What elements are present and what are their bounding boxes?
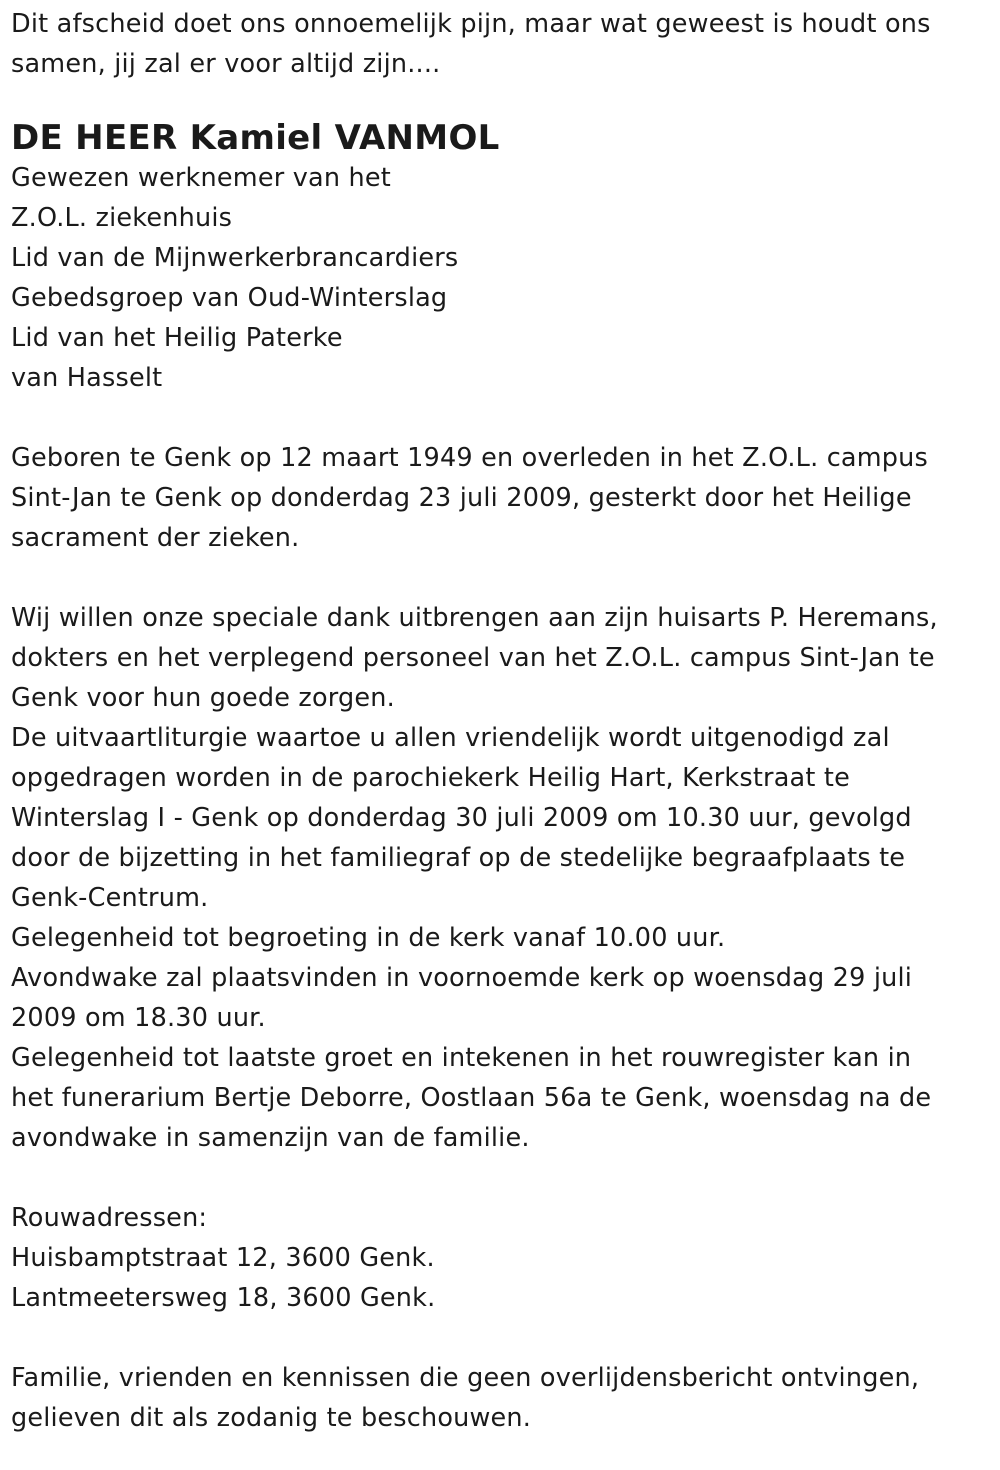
closing-paragraph bbox=[11, 1358, 986, 1438]
paragraph-line: Sint-Jan te Genk op donderdag 23 juli 2009, gesterkt door het Heilige bbox=[11, 483, 912, 513]
birth-death-paragraph bbox=[11, 438, 986, 558]
paragraph-line: Genk-Centrum. bbox=[11, 883, 209, 913]
mourning-addresses bbox=[11, 1198, 986, 1318]
paragraph-line: Genk voor hun goede zorgen. bbox=[11, 683, 395, 713]
spacer bbox=[11, 398, 986, 438]
paragraph-line: Geboren te Genk op 12 maart 1949 en overleden in het Z.O.L. campus bbox=[11, 443, 929, 473]
paragraph-line: Familie, vrienden en kennissen die geen overlijdensbericht ontvingen, bbox=[11, 1363, 920, 1393]
paragraph-line: opgedragen worden in de parochiekerk Heilig Hart, Kerkstraat te bbox=[11, 763, 850, 793]
addresses-heading: Rouwadressen: bbox=[11, 1203, 208, 1233]
intro-line: Dit afscheid doet ons onnoemelijk pijn, maar wat geweest is houdt ons bbox=[11, 9, 931, 39]
spacer bbox=[11, 558, 986, 598]
paragraph-line: Avondwake zal plaatsvinden in voornoemde kerk op woensdag 29 juli bbox=[11, 963, 913, 993]
paragraph-line: gelieven dit als zodanig te beschouwen. bbox=[11, 1403, 532, 1433]
intro-line: samen, jij zal er voor altijd zijn.... bbox=[11, 49, 441, 79]
paragraph-line: het funerarium Bertje Deborre, Oostlaan 56a te Genk, woensdag na de bbox=[11, 1083, 932, 1113]
deceased-name: DE HEER Kamiel VANMOL bbox=[11, 118, 500, 158]
paragraph-line: sacrament der zieken. bbox=[11, 523, 300, 553]
paragraph-line: Gelegenheid tot begroeting in de kerk vanaf 10.00 uur. bbox=[11, 923, 726, 953]
thanks-and-service-paragraph bbox=[11, 598, 986, 1158]
paragraph-line: 2009 om 18.30 uur. bbox=[11, 1003, 266, 1033]
role-line: Lid van het Heilig Paterke bbox=[11, 323, 343, 353]
role-line: Lid van de Mijnwerkerbrancardiers bbox=[11, 243, 459, 273]
roles-list bbox=[11, 158, 986, 398]
address-line: Huisbamptstraat 12, 3600 Genk. bbox=[11, 1243, 435, 1273]
obituary-notice bbox=[11, 0, 986, 1438]
spacer bbox=[11, 1158, 986, 1198]
role-line: Gewezen werknemer van het bbox=[11, 163, 391, 193]
paragraph-line: Gelegenheid tot laatste groet en intekenen in het rouwregister kan in bbox=[11, 1043, 912, 1073]
paragraph-line: De uitvaartliturgie waartoe u allen vriendelijk wordt uitgenodigd zal bbox=[11, 723, 890, 753]
paragraph-line: Wij willen onze speciale dank uitbrengen aan zijn huisarts P. Heremans, bbox=[11, 603, 938, 633]
paragraph-line: dokters en het verplegend personeel van het Z.O.L. campus Sint-Jan te bbox=[11, 643, 935, 673]
intro-quote bbox=[11, 0, 986, 84]
paragraph-line: avondwake in samenzijn van de familie. bbox=[11, 1123, 530, 1153]
paragraph-line: door de bijzetting in het familiegraf op de stedelijke begraafplaats te bbox=[11, 843, 906, 873]
role-line: van Hasselt bbox=[11, 363, 163, 393]
role-line: Z.O.L. ziekenhuis bbox=[11, 203, 233, 233]
address-line: Lantmeetersweg 18, 3600 Genk. bbox=[11, 1283, 436, 1313]
spacer bbox=[11, 1318, 986, 1358]
role-line: Gebedsgroep van Oud-Winterslag bbox=[11, 283, 448, 313]
paragraph-line: Winterslag I - Genk op donderdag 30 juli 2009 om 10.30 uur, gevolgd bbox=[11, 803, 912, 833]
